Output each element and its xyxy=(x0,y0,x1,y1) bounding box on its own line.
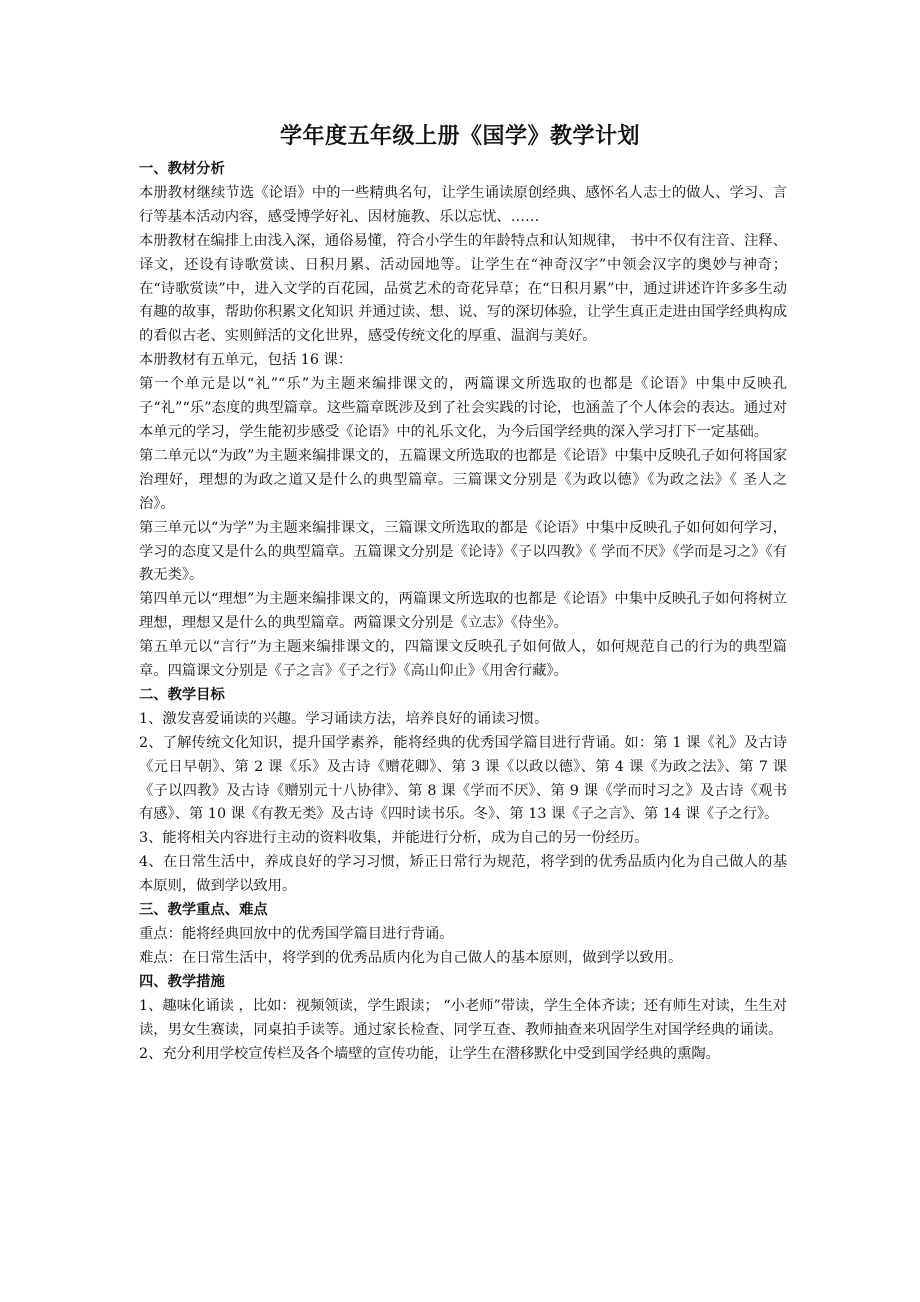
paragraph: 1、趣味化诵读 ，比如：视频领读，学生跟读； “小老师”带读，学生全体齐读；还有师生对读，生生对读，男女生赛读，同桌拍手读等。通过家长检查、同学互查、教师抽查来巩固学生对国学经典的诵读。 xyxy=(139,997,787,1038)
paragraph: 第四单元以“理想”为主题来编排课文的，两篇课文所选取的也都是《论语》中集中反映孔子如何将树立理想，理想又是什么的典型篇章。两篇课文分别是《立志》《侍坐》。 xyxy=(139,591,787,632)
section-heading-textbook-analysis: 一、教材分析 xyxy=(139,161,225,177)
section-heading-teaching-goals: 二、教学目标 xyxy=(139,686,225,703)
document-body xyxy=(139,158,787,1066)
paragraph: 本册教材有五单元，包括 16 课： xyxy=(139,352,353,369)
paragraph: 3、能将相关内容进行主动的资料收集，并能进行分析，成为自己的另一份经历。 xyxy=(139,830,649,847)
document-title: 学年度五年级上册《国学》教学计划 xyxy=(279,123,640,149)
paragraph: 本册教材继续节选《论语》中的一些精典名句，让学生诵读原创经典、感怀名人志士的做人、学习、言行等基本活动内容，感受博学好礼、因材施教、乐以忘忧、…… xyxy=(139,184,787,225)
paragraph: 重点：能将经典回放中的优秀国学篇目进行背诵。 xyxy=(139,926,454,942)
paragraph: 4、在日常生活中，养成良好的学习习惯，矫正日常行为规范，将学到的优秀品质内化为自己做人的基本原则，做到学以致用。 xyxy=(139,854,787,895)
paragraph: 第五单元以“言行”为主题来编排课文的，四篇课文反映孔子如何做人，如何规范自己的行为的典型篇章。四篇课文分别是《子之言》《子之行》《高山仰止》《用舍行藏》。 xyxy=(139,639,787,680)
section-heading-teaching-measures: 四、教学措施 xyxy=(139,973,225,990)
section-heading-key-points: 三、教学重点、难点 xyxy=(139,902,268,919)
paragraph: 第二单元以“为政”为主题来编排课文的，五篇课文所选取的也都是《论语》中集中反映孔子如何将国家治理好，理想的为政之道又是什么的典型篇章。三篇课文分别是《为政以德》《为政之法》《 圣人之治》。 xyxy=(139,447,787,512)
paragraph: 第一个单元是以“礼”“乐”为主题来编排课文的，两篇课文所选取的也都是《论语》中集中反映孔子“礼”“乐”态度的典型篇章。这些篇章既涉及到了社会实践的讨论，也涵盖了个人体会的表达。通过对本单元的学习，学生能初步感受《论语》中的礼乐文化，为今后国学经典的深入学习打下一定基础。 xyxy=(139,376,787,440)
paragraph: 本册教材在编排上由浅入深，通俗易懂，符合小学生的年龄特点和认知规律， 书中不仅有注音、注释、译文，还设有诗歌赏读、日积月累、活动园地等。让学生在“神奇汉字”中领会汉字的奥妙与神奇；在“诗歌赏读”中，进入文学的百花园，品赏艺术的奇花异草；在“日积月累”中，通过讲述许许多多生动有趣的故事，帮助你积累文化知识 并通过读、想、说、写的深切体验，让学生真正走进由国学经典构成的看似古老、实则鲜活的文化世界，感受传统文化的厚重、温润与美好。 xyxy=(139,232,787,345)
paragraph: 2、充分利用学校宣传栏及各个墙壁的宣传功能，让学生在潜移默化中受到国学经典的熏陶。 xyxy=(139,1045,720,1062)
paragraph: 第三单元以“为学”为主题来编排课文，三篇课文所选取的都是《论语》中集中反映孔子如何如何学习，学习的态度又是什么的典型篇章。五篇课文分别是《论诗》《子以四教》《 学而不厌》《学而是习之》《有教无类》。 xyxy=(139,519,787,584)
paragraph: 难点：在日常生活中，将学到的优秀品质内化为自己做人的基本原则，做到学以致用。 xyxy=(139,949,683,966)
paragraph: 2、了解传统文化知识，提升国学素养，能将经典的优秀国学篇目进行背诵。如：第 1 课《礼》及古诗《元日早朝》、第 2 课《乐》及古诗《赠花卿》、第 3 课《以政以德》、第 4 课《为政之法》、第 7 课《子以四教》及古诗《赠别元十八协律》、第 8 课《学而不厌》、第 9 课《学而时习之》及古诗《观书有感》、第 10 课《有教无类》及古诗《四时读书乐。冬》、第 13 课《子之言》、第 14 课《子之行》。 xyxy=(139,734,787,823)
paragraph: 1、激发喜爱诵读的兴趣。学习诵读方法，培养良好的诵读习惯。 xyxy=(139,710,549,727)
